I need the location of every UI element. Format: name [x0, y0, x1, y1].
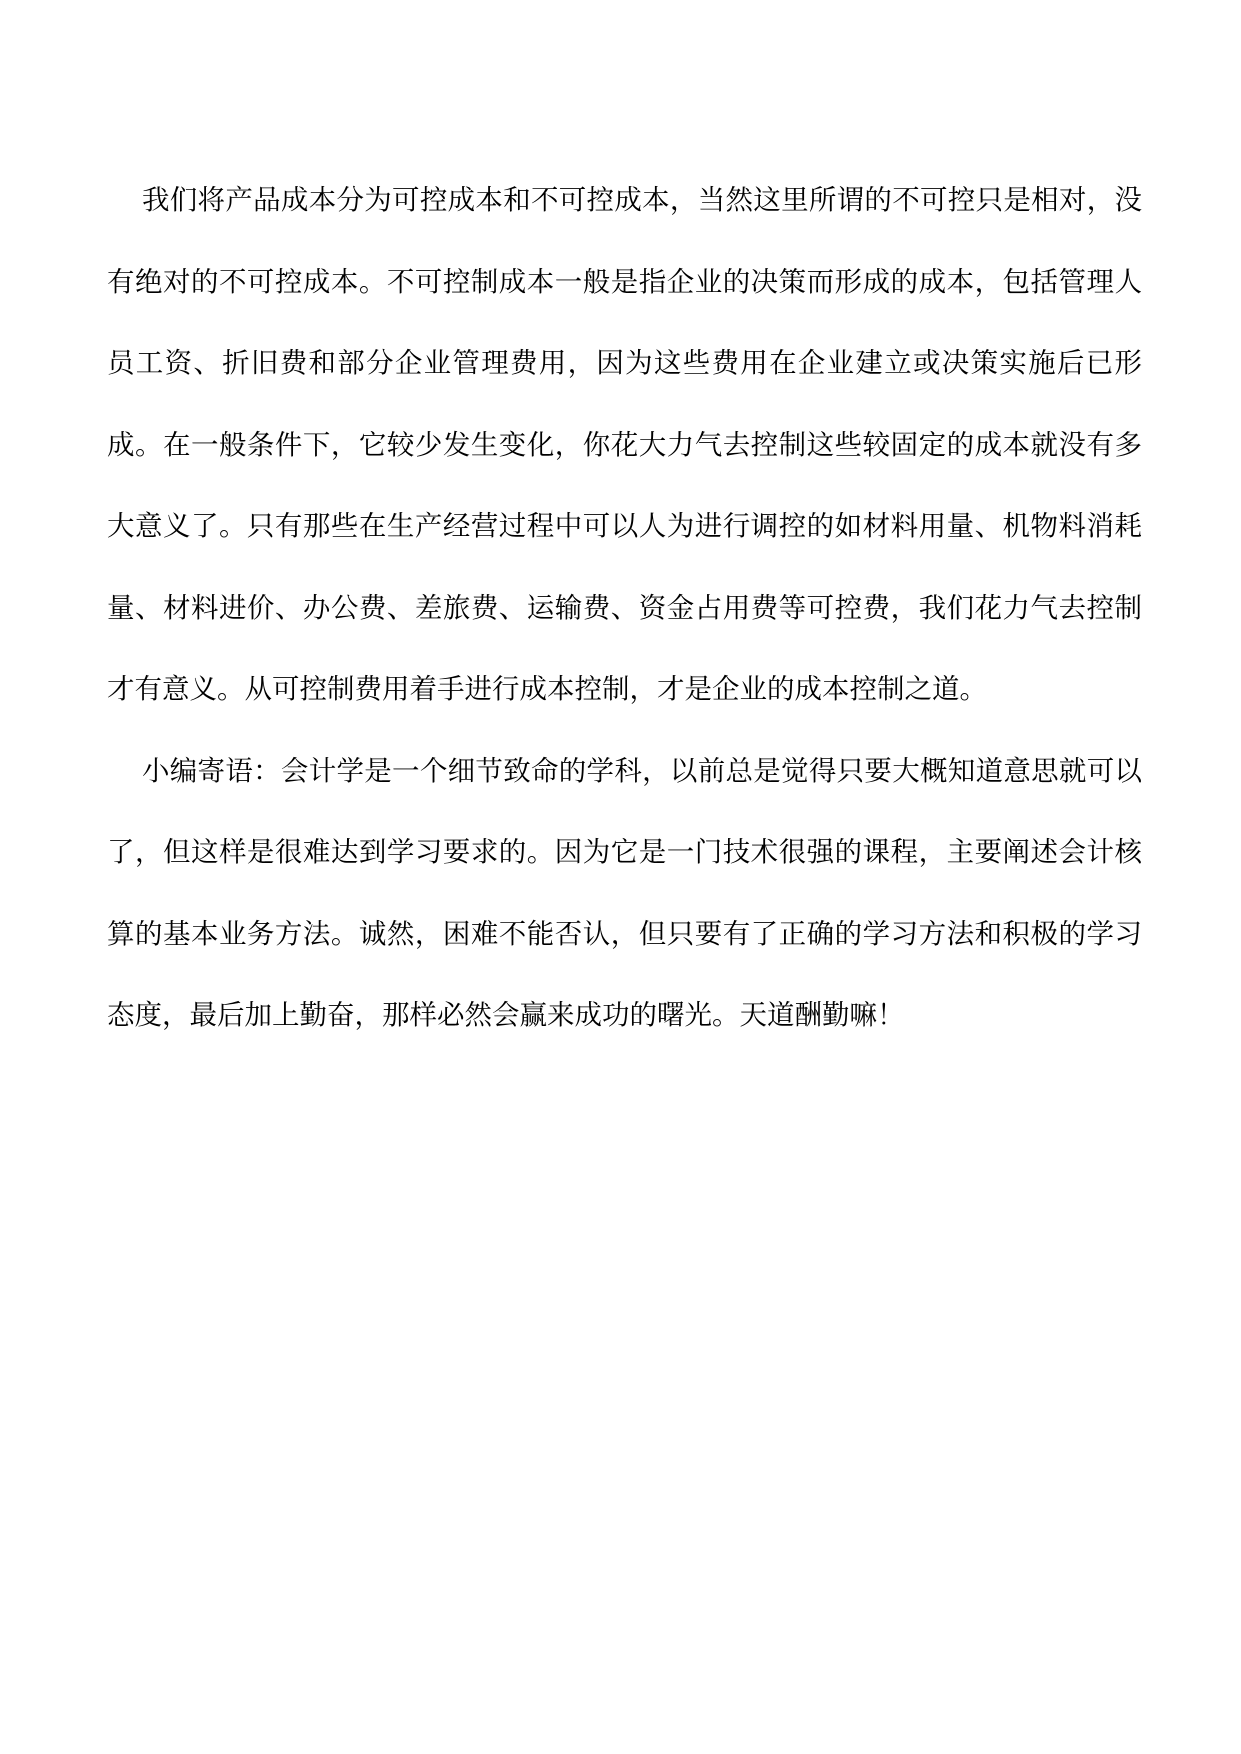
paragraph-editor-note: 小编寄语：会计学是一个细节致命的学科，以前总是觉得只要大概知道意思就可以了，但这样是很难达到学习要求的。因为它是一门技术很强的课程，主要阐述会计核算的基本业务方法。诚然，困难不能否认，但只要有了正确的学习方法和积极的学习态度，最后加上勤奋，那样必然会赢来成功的曙光。天道酬勤嘛！	[107, 754, 1142, 1031]
document-body	[107, 160, 1142, 1057]
paragraph-cost-control: 我们将产品成本分为可控成本和不可控成本，当然这里所谓的不可控只是相对，没有绝对的不可控成本。不可控制成本一般是指企业的决策而形成的成本，包括管理人员工资、折旧费和部分企业管理费用，因为这些费用在企业建立或决策实施后已形成。在一般条件下，它较少发生变化，你花大力气去控制这些较固定的成本就没有多大意义了。只有那些在生产经营过程中可以人为进行调控的如材料用量、机物料消耗量、材料进价、办公费、差旅费、运输费、资金占用费等可控费，我们花力气去控制才有意义。从可控制费用着手进行成本控制，才是企业的成本控制之道。	[107, 184, 1142, 705]
